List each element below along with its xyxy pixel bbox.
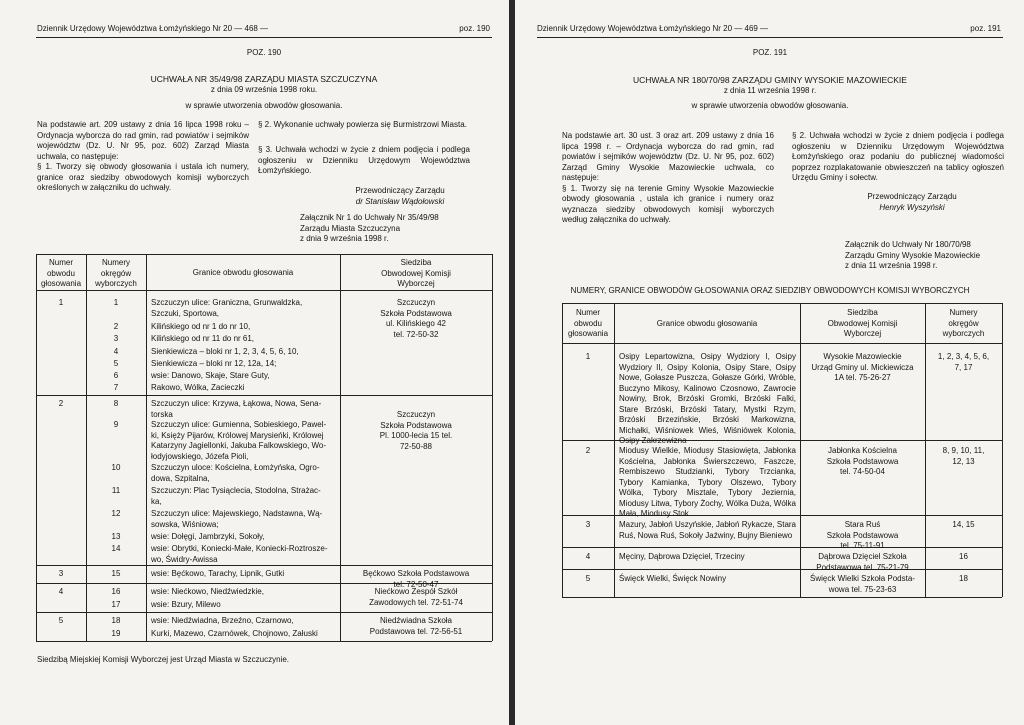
left-th-nr-okregow: Numery okręgów wyborczych — [95, 258, 137, 288]
left-siedziba-cell: Niećkowo Zespół Szkół Zawodowych tel. 72-51-74 — [369, 587, 463, 607]
left-par-2: § 2. Wykonanie uchwały powierza się Burmistrzowi Miasta. — [258, 120, 467, 129]
left-okreg-nr: 16 — [111, 587, 121, 596]
right-row-granice: Osipy Lepartowizna, Osipy Wydziory I, Osipy Wydziory II, Osipy Kolonia, Osipy Stare, Osipy Nowe, Gołasze Puszcza, Gołasze Górki, Wróble, Buczyno Mikosy, Kalinowo Czosnowo, Zawrocie Nowiny, Brok, Brzóski Gromki, Brzóski Falki, Stare Brzóski, Brzóski Tatary, Mystki Rzym, Brzóski Brzezińskie, Brzóski Markowizna, Michałki, Wiśniowek Wieś, Wiśniówek Kolonia, Osipy Zakrzewizna — [619, 352, 796, 445]
left-okreg-nr: 19 — [111, 629, 121, 638]
right-row-granice: Mazury, Jabłoń Uszyńskie, Jabłoń Rykacze, Stara Ruś, Nowa Ruś, Sokoły Jaźwiny, Bujny Bieniewo — [619, 520, 796, 540]
left-okreg-nr: 13 — [111, 532, 121, 541]
act-subject: w sprawie utworzenia obwodów głosowania. — [185, 101, 343, 110]
right-annex: Załącznik do Uchwały Nr 180/70/98 Zarządu Gminy Wysokie Mazowieckie z dnia 11 września 1998 r. — [845, 240, 981, 270]
left-siedziba-cell: Niedźwiadna Szkoła Podstawowa tel. 72-56-51 — [369, 616, 463, 636]
left-okreg-nr: 3 — [113, 334, 119, 343]
page-header-title: Dziennik Urzędowy Województwa Łomżyńskiego Nr 20 — 468 — — [37, 24, 269, 33]
right-row-siedziba: Święck Wielki Szkoła Podsta- wowa tel. 75-23-63 — [810, 574, 915, 594]
right-row-okregi: 16 — [959, 552, 968, 561]
right-th-nr-okregow: Numery okręgów wyborczych — [942, 308, 985, 338]
page-header-title: Dziennik Urzędowy Województwa Łomżyńskiego Nr 20 — 469 — — [537, 24, 769, 33]
left-okreg-nr: 14 — [111, 544, 121, 553]
left-obwod-nr: 2 — [58, 399, 64, 408]
page-header-pos: poz. 190 — [459, 24, 490, 33]
left-granice-cell: Szczuczyn ulice: Majewskiego, Nadstawna, Wą- sowska, Wiśniowa; — [151, 509, 323, 529]
right-row-siedziba: Stara Ruś Szkoła Podstawowa tel. 75-11-91 — [826, 520, 899, 550]
left-siedziba-cell: Szczuczyn Szkoła Podstawowa ul. Kilińskiego 42 tel. 72-50-32 — [380, 298, 452, 339]
right-row-okregi: 8, 9, 10, 11, 12, 13 — [942, 446, 985, 466]
left-obwod-nr: 5 — [58, 616, 64, 625]
right-row-nr: 2 — [585, 446, 591, 455]
left-par-3: § 3. Uchwała wchodzi w życie z dniem podjęcia i podlega ogłoszeniu w Dzienniku Urzędowym Województwa Łomżyńskiego. — [258, 145, 470, 175]
left-footer-note: Siedzibą Miejskiej Komisji Wyborczej jest Urząd Miasta w Szczuczynie. — [37, 655, 290, 664]
act-date: z dnia 09 września 1998 roku. — [210, 85, 318, 94]
right-row-granice: Miodusy Wielkie, Miodusy Stasiowięta, Jabłonka Kościelna, Jabłonka Świerszczewo, Faszcze, Rembiszewo Studzianki, Tybory Trzcianka, Tybory Kamianka, Tybory Olszewo, Tybory Wólka, Tybory Misztale, Tybory Jeziernia, Miodusy Litwa, Tybory Żochy, Wólka Duża, Wólka Mała, Miodusy Stok — [619, 446, 796, 518]
act-title: UCHWAŁA NR 180/70/98 ZARZĄDU GMINY WYSOKIE MAZOWIECKIE — [633, 75, 907, 85]
left-annex: Załącznik Nr 1 do Uchwały Nr 35/49/98 Zarządu Miasta Szczuczyna z dnia 9 września 1998 r. — [300, 213, 439, 243]
left-granice-cell: Sienkiewicza – bloki nr 1, 2, 3, 4, 5, 6, 10, — [151, 347, 299, 356]
left-okreg-nr: 6 — [113, 371, 119, 380]
right-row-siedziba: Jabłonka Kościelna Szkoła Podstawowa tel. 74-50-04 — [826, 446, 899, 476]
right-th-siedziba: Siedziba Obwodowej Komisji Wyborczej — [827, 308, 898, 338]
left-th-siedziba: Siedziba Obwodowej Komisji Wyborczej — [381, 258, 451, 288]
right-row-nr: 3 — [585, 520, 591, 529]
right-signature-title: Przewodniczący Zarządu — [867, 192, 957, 201]
header-rule — [36, 37, 492, 38]
left-okreg-nr: 9 — [113, 420, 119, 429]
left-okreg-nr: 15 — [111, 569, 121, 578]
left-granice-cell: wsie: Niedźwiadna, Brzeźno, Czarnowo, — [151, 616, 294, 625]
right-signature-name: Henryk Wyszyński — [879, 203, 945, 212]
right-row-granice: Święck Wielki, Święck Nowiny — [619, 574, 727, 583]
right-row-okregi: 1, 2, 3, 4, 5, 6, 7, 17 — [937, 352, 990, 372]
left-okreg-nr: 11 — [111, 486, 121, 495]
right-row-granice: Męciny, Dąbrowa Dzięciel, Trzeciny — [619, 552, 745, 561]
left-granice-cell: wsie: Niećkowo, Niedźwiedzkie, — [151, 587, 264, 596]
left-okreg-nr: 17 — [111, 600, 121, 609]
left-okreg-nr: 18 — [111, 616, 121, 625]
left-okreg-nr: 10 — [111, 463, 121, 472]
right-body-col2: § 2. Uchwała wchodzi w życie z dniem podjęcia i podlega ogłoszeniu w Dzienniku Urzędowym Województwa Łomżyńskiego oraz podaniu do publicznej wiadomości poprzez rozplakatowanie obwieszczeń na tablicy ogłoszeń Urzędu Gminy i sołectw. — [792, 131, 1004, 182]
act-date: z dnia 11 września 1998 r. — [723, 86, 817, 95]
left-th-granice: Granice obwodu głosowania — [192, 268, 294, 277]
left-body-col1: Na podstawie art. 209 ustawy z dnia 16 lipca 1998 roku – Ordynacja wyborcza do rad gmin, rad powiatów i sejmików województw (Dz. U. Nr 95, poz. 602) Zarząd Miasta uchwala, co następuje: § 1. Tworzy się obwody głosowania i ustala ich numery, granice oraz siedziby obwodowych komisji wyborczych określonych w załączniku do uchwały. — [37, 120, 249, 192]
left-granice-cell: Szczuczyn ulice: Graniczna, Grunwaldzka, Szczuki, Sportowa, — [151, 298, 303, 318]
header-rule — [537, 37, 1003, 38]
left-granice-cell: wsie: Bzury, Milewo — [151, 600, 221, 609]
right-th-granice: Granice obwodu głosowania — [656, 319, 758, 328]
page-469 — [515, 0, 1024, 725]
left-siedziba-cell: Szczuczyn Szkoła Podstawowa Pl. 1000-lecia 15 tel. 72-50-88 — [379, 410, 453, 451]
left-granice-cell: Szczuczyn: Plac Tysiąclecia, Stodolna, Strażac- ka, — [151, 486, 321, 506]
right-body-col1: Na podstawie art. 30 ust. 3 oraz art. 209 ustawy z dnia 16 lipca 1998 r. – Ordynacja wyborcza do rad gmin, rad powiatów i sejmików województw (Dz. U. Nr 95, poz. 602) Zarząd Gminy Wysokie Mazowieckie uchwala, co następuje: § 1. Tworzy się na terenie Gminy Wysokie Mazowieckie obwody głosowania , ustala ich granice i numery oraz wyznacza siedziby obwodowych komisji wyborczych według załącznika do uchwały. — [562, 131, 774, 224]
left-granice-cell: Sienkiewicza – bloki nr 12, 12a, 14; — [151, 359, 277, 368]
left-okreg-nr: 1 — [113, 298, 119, 307]
right-table-title: NUMERY, GRANICE OBWODÓW GŁOSOWANIA ORAZ SIEDZIBY OBWODOWYCH KOMISJI WYBORCZYCH — [570, 286, 970, 295]
left-granice-cell: Kilińskiego od nr 11 do nr 61, — [151, 334, 255, 343]
left-granice-cell: Szczuczyn ulice: Krzywa, Łąkowa, Nowa, Sena- torska — [151, 399, 322, 419]
act-title: UCHWAŁA NR 35/49/98 ZARZĄDU MIASTA SZCZUCZYNA — [150, 74, 378, 84]
left-okreg-nr: 5 — [113, 359, 119, 368]
right-row-nr: 1 — [585, 352, 591, 361]
left-obwod-nr: 3 — [58, 569, 64, 578]
left-granice-cell: Szczuczyn uloce: Kościelna, Łomżyńska, Ogro- dowa, Szpitalna, — [151, 463, 320, 483]
right-th-nr-obwodu: Numer obwodu głosowania — [567, 308, 609, 338]
left-granice-cell: wsie: Bęćkowo, Tarachy, Lipnik, Gutki — [151, 569, 285, 578]
poz-label: POZ. 191 — [752, 48, 788, 57]
left-siedziba-cell: Bęćkowo Szkoła Podstawowa tel. 72-50-47 — [362, 569, 470, 589]
left-granice-cell: Kurki, Mazewo, Czarnówek, Chojnowo, Załuski — [151, 629, 318, 638]
left-okreg-nr: 4 — [113, 347, 119, 356]
right-row-okregi: 18 — [959, 574, 968, 583]
left-granice-cell: Szczuczyn ulice: Gumienna, Sobieskiego, Pawel- ki, Księży Pijarów, Królowej Marysieńki, Królowej Katarzyny Jagiellonki, Jakuba Falkowskiego, Wo- łodyjowskiego, Józefa Pioli, — [151, 420, 327, 461]
page-header-pos: poz. 191 — [970, 24, 1001, 33]
right-row-nr: 4 — [585, 552, 591, 561]
poz-label: POZ. 190 — [246, 48, 282, 57]
left-granice-cell: wsie: Danowo, Skaje, Stare Guty, — [151, 371, 270, 380]
left-okreg-nr: 2 — [113, 322, 119, 331]
right-row-okregi: 14, 15 — [952, 520, 975, 529]
right-row-siedziba: Wysokie Mazowieckie Urząd Gminy ul. Mickiewicza 1A tel. 75-26-27 — [811, 352, 914, 382]
right-row-nr: 5 — [585, 574, 591, 583]
act-subject: w sprawie utworzenia obwodów głosowania. — [691, 101, 849, 110]
left-granice-cell: Rakowo, Wólka, Zacieczki — [151, 383, 245, 392]
left-granice-cell: Kilińskiego od nr 1 do nr 10, — [151, 322, 251, 331]
left-signature-name: dr Stanisław Wądołowski — [355, 197, 445, 206]
left-th-nr-obwodu: Numer obwodu głosowania — [40, 258, 82, 288]
left-obwod-nr: 4 — [58, 587, 64, 596]
left-granice-cell: wsie: Dołęgi, Jambrzyki, Sokoły, — [151, 532, 265, 541]
left-signature-title: Przewodniczący Zarządu — [355, 186, 445, 195]
left-okreg-nr: 8 — [113, 399, 119, 408]
left-okreg-nr: 7 — [113, 383, 119, 392]
left-granice-cell: wsie: Obrytki, Koniecki-Małe, Koniecki-Roztrosze- wo, Świdry-Awissa — [151, 544, 328, 564]
right-row-siedziba: Dąbrowa Dzięciel Szkoła Podstawowa tel. 75-21-79 — [816, 552, 909, 572]
left-okreg-nr: 12 — [111, 509, 121, 518]
page-468 — [0, 0, 509, 725]
left-obwod-nr: 1 — [58, 298, 64, 307]
